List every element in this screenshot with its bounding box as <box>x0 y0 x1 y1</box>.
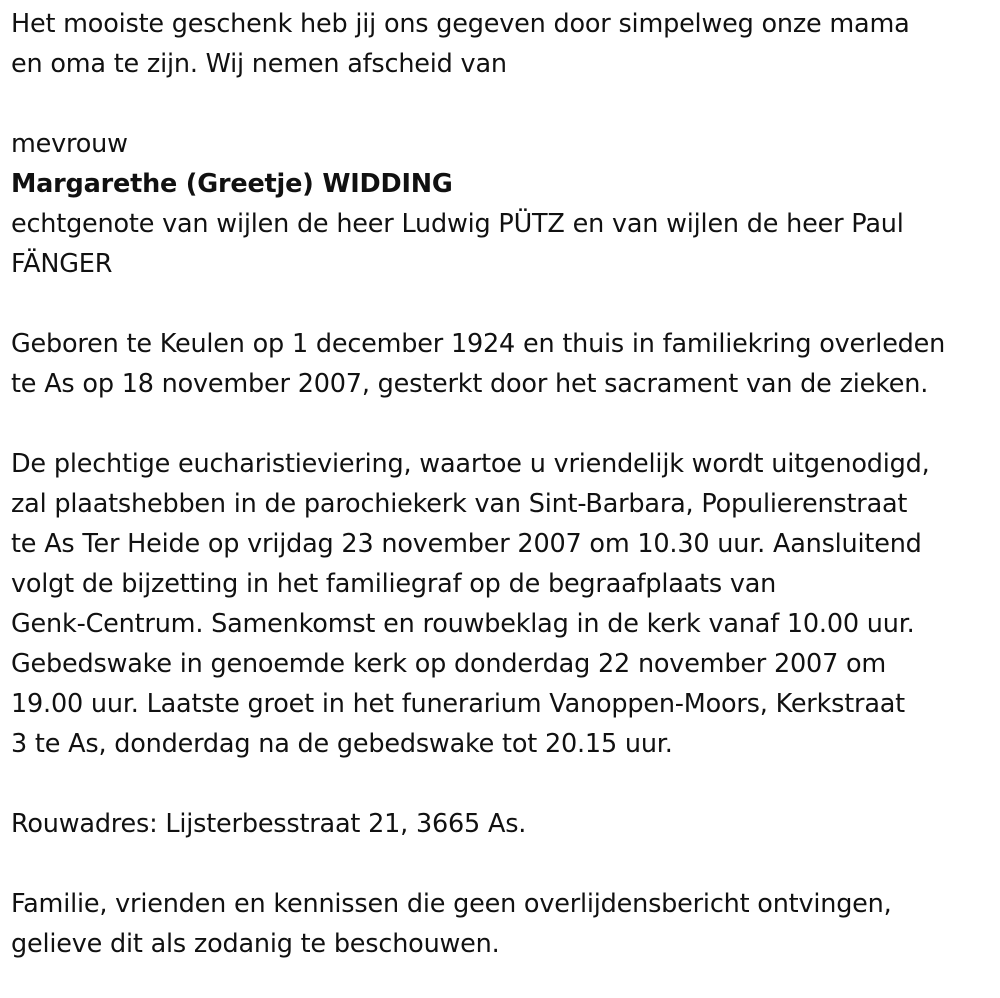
spacer <box>11 764 996 804</box>
spacer <box>11 84 996 124</box>
ceremony-text: De plechtige eucharistieviering, waartoe u vriendelijk wordt uitgenodigd, zal plaatshebben in de parochiekerk van Sint-Barbara, Populierenstraat te As Ter Heide op vrijdag 23 november 2007 om 10.30 uur. Aansluitend volgt de bijzetting in het familiegraf op de begraafplaats van Genk-Centrum. Samenkomst en rouwbeklag in de kerk vanaf 10.00 uur. Gebedswake in genoemde kerk op donderdag 22 november 2007 om 19.00 uur. Laatste groet in het funerarium Vanoppen-Moors, Kerkstraat 3 te As, donderdag na de gebedswake tot 20.15 uur. <box>11 449 930 759</box>
birth-death-text: Geboren te Keulen op 1 december 1924 en thuis in familiekring overleden te As op 18 november 2007, gesterkt door het sacrament van de zieken. <box>11 329 946 399</box>
mourning-address: Rouwadres: Lijsterbesstraat 21, 3665 As. <box>11 809 527 839</box>
intro-text: Het mooiste geschenk heb jij ons gegeven door simpelweg onze mama en oma te zijn. Wij nemen afscheid van <box>11 9 910 79</box>
deceased-name: Margarethe (Greetje) WIDDING <box>11 169 453 199</box>
spacer <box>11 284 996 324</box>
salutation: mevrouw <box>11 129 128 159</box>
death-notice <box>11 4 996 964</box>
spacer <box>11 404 996 444</box>
closing-text: Familie, vrienden en kennissen die geen overlijdensbericht ontvingen, gelieve dit als zodanig te beschouwen. <box>11 889 892 959</box>
spouses-text: echtgenote van wijlen de heer Ludwig PÜTZ en van wijlen de heer Paul FÄNGER <box>11 209 904 279</box>
spacer <box>11 844 996 884</box>
